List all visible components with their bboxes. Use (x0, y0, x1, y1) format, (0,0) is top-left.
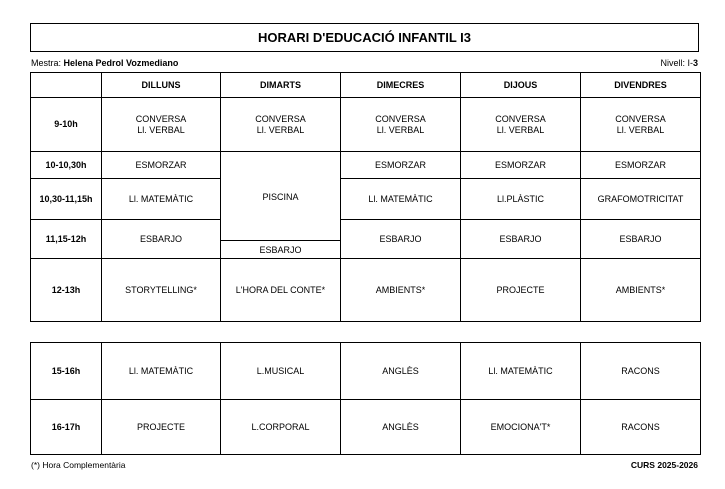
hour-cell: 10,30-11,15h (31, 179, 102, 220)
course-label: CURS 2025-2026 (630, 460, 698, 470)
table-row (31, 400, 701, 455)
piscina-label: PISCINA (262, 192, 299, 202)
schedule-cell: ANGLÈS (341, 400, 461, 455)
schedule-cell (581, 98, 701, 152)
schedule-cell: Ll. MATEMÀTIC (341, 179, 461, 220)
schedule-cell: ESMORZAR (581, 152, 701, 179)
schedule-cell: Ll. MATEMÀTIC (461, 343, 581, 400)
hour-cell: 12-13h (31, 259, 102, 322)
table-row (31, 220, 701, 259)
hour-cell: 15-16h (31, 343, 102, 400)
hour-cell: 9-10h (31, 98, 102, 152)
schedule-cell (461, 98, 581, 152)
schedule-cell: ESBARJO (581, 220, 701, 259)
schedule-cell: ESMORZAR (461, 152, 581, 179)
page-title: HORARI D'EDUCACIÓ INFANTIL I3 (30, 23, 699, 52)
cell-line: Ll. VERBAL (616, 124, 665, 135)
cell-line: Ll. VERBAL (137, 124, 185, 135)
cell-line: Ll. VERBAL (376, 124, 425, 135)
cell-line: Ll. VERBAL (256, 124, 305, 135)
schedule-cell: Ll.PLÀSTIC (461, 179, 581, 220)
table-row (31, 152, 701, 179)
teacher-info (31, 58, 178, 68)
day-header: DILLUNS (102, 73, 221, 98)
schedule-cell: ESMORZAR (102, 152, 221, 179)
schedule-cell: L.CORPORAL (221, 400, 341, 455)
table-row (31, 98, 701, 152)
level-value: 3 (692, 58, 698, 68)
corner-cell (31, 73, 102, 98)
table-row (31, 343, 701, 400)
day-header: DIMECRES (341, 73, 461, 98)
cell-line: CONVERSA (255, 113, 306, 124)
schedule-cell: Ll. MATEMÀTIC (102, 179, 221, 220)
schedule-cell (341, 98, 461, 152)
header-row (31, 73, 701, 98)
level-info (660, 58, 698, 68)
cell-line: CONVERSA (375, 113, 426, 124)
afternoon-schedule-table (30, 342, 701, 455)
table-row (31, 259, 701, 322)
piscina-cell (221, 152, 341, 259)
cell-line: CONVERSA (615, 113, 666, 124)
schedule-cell: GRAFOMOTRICITAT (581, 179, 701, 220)
hour-cell: 10-10,30h (31, 152, 102, 179)
level-label: Nivell: I- (660, 58, 693, 68)
day-header: DIVENDRES (581, 73, 701, 98)
schedule-cell: L'HORA DEL CONTE* (221, 259, 341, 322)
schedule-cell: ESBARJO (102, 220, 221, 259)
schedule-cell: PROJECTE (461, 259, 581, 322)
day-header: DIJOUS (461, 73, 581, 98)
schedule-cell: STORYTELLING* (102, 259, 221, 322)
schedule-cell: RACONS (581, 400, 701, 455)
schedule-cell: RACONS (581, 343, 701, 400)
table-row (31, 179, 701, 220)
schedule-cell (221, 98, 341, 152)
schedule-cell: AMBIENTS* (581, 259, 701, 322)
morning-schedule-table (30, 72, 701, 322)
day-header: DIMARTS (221, 73, 341, 98)
schedule-cell: Ll. MATEMÀTIC (102, 343, 221, 400)
cell-line: Ll. VERBAL (496, 124, 545, 135)
hour-cell: 16-17h (31, 400, 102, 455)
piscina-divider (221, 240, 340, 241)
piscina-esbarjo-label: ESBARJO (259, 245, 302, 255)
teacher-label: Mestra: (31, 58, 62, 68)
teacher-name: Helena Pedrol Vozmediano (63, 58, 179, 68)
schedule-cell: ESBARJO (341, 220, 461, 259)
schedule-cell: AMBIENTS* (341, 259, 461, 322)
cell-line: CONVERSA (135, 113, 187, 124)
schedule-cell: PROJECTE (102, 400, 221, 455)
schedule-cell: ESMORZAR (341, 152, 461, 179)
schedule-cell: ANGLÈS (341, 343, 461, 400)
hour-cell: 11,15-12h (31, 220, 102, 259)
schedule-cell: L.MUSICAL (221, 343, 341, 400)
cell-line: CONVERSA (495, 113, 546, 124)
footnote: (*) Hora Complementària (31, 460, 126, 470)
schedule-cell (102, 98, 221, 152)
schedule-cell: EMOCIONA'T* (461, 400, 581, 455)
schedule-cell: ESBARJO (461, 220, 581, 259)
